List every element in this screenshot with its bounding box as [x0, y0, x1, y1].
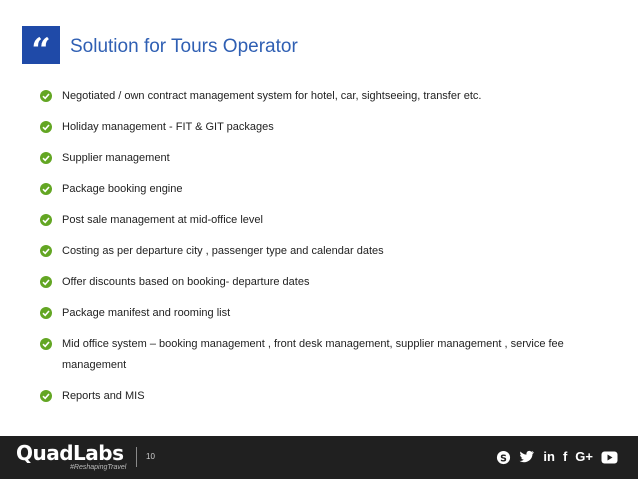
list-item — [40, 386, 600, 407]
list-item-text: Supplier management — [62, 152, 170, 164]
check-circle-icon — [40, 183, 52, 195]
check-circle-icon — [40, 90, 52, 102]
list-item-text: Reports and MIS — [62, 390, 145, 402]
list-item — [40, 148, 600, 169]
check-circle-icon — [40, 214, 52, 226]
list-item-text: Holiday management - FIT & GIT packages — [62, 121, 274, 133]
footer-bar — [0, 436, 638, 479]
list-item — [40, 241, 600, 262]
list-item-text: Offer discounts based on booking- departure dates — [62, 276, 310, 288]
google-plus-icon[interactable]: G+ — [575, 449, 593, 464]
list-item — [40, 179, 600, 200]
list-item-text: Costing as per departure city , passenger type and calendar dates — [62, 245, 384, 257]
skype-icon[interactable] — [496, 450, 511, 465]
page-number: 10 — [146, 452, 155, 461]
check-circle-icon — [40, 390, 52, 402]
logo-tagline: #ReshapingTravel — [70, 464, 127, 471]
facebook-icon[interactable]: f — [562, 449, 568, 464]
list-item-text: Negotiated / own contract management system for hotel, car, sightseeing, transfer etc. — [62, 90, 482, 102]
page-title: Solution for Tours Operator — [70, 36, 298, 57]
list-item-text: Post sale management at mid-office level — [62, 214, 263, 226]
check-circle-icon — [40, 245, 52, 257]
footer-divider — [136, 447, 137, 467]
list-item-text: Package manifest and rooming list — [62, 307, 231, 319]
check-circle-icon — [40, 307, 52, 319]
list-item — [40, 334, 600, 376]
check-circle-icon — [40, 152, 52, 164]
youtube-icon[interactable] — [601, 451, 618, 464]
social-links — [496, 449, 618, 465]
quote-icon: “ — [22, 26, 60, 64]
list-item — [40, 210, 600, 231]
list-item — [40, 117, 600, 138]
list-item — [40, 303, 600, 324]
check-circle-icon — [40, 276, 52, 288]
bullet-list — [40, 86, 600, 407]
check-circle-icon — [40, 338, 52, 350]
quadlabs-logo: QuadLabs — [16, 441, 124, 465]
list-item — [40, 86, 600, 107]
check-circle-icon — [40, 121, 52, 133]
list-item-text: Package booking engine — [62, 183, 183, 195]
linkedin-icon[interactable]: in — [543, 449, 555, 464]
svg-text:S: S — [500, 452, 508, 464]
twitter-icon[interactable] — [519, 450, 535, 464]
list-item-text: Mid office system – booking management , front desk management, supplier management , service fee management — [62, 338, 564, 371]
list-item — [40, 272, 600, 293]
